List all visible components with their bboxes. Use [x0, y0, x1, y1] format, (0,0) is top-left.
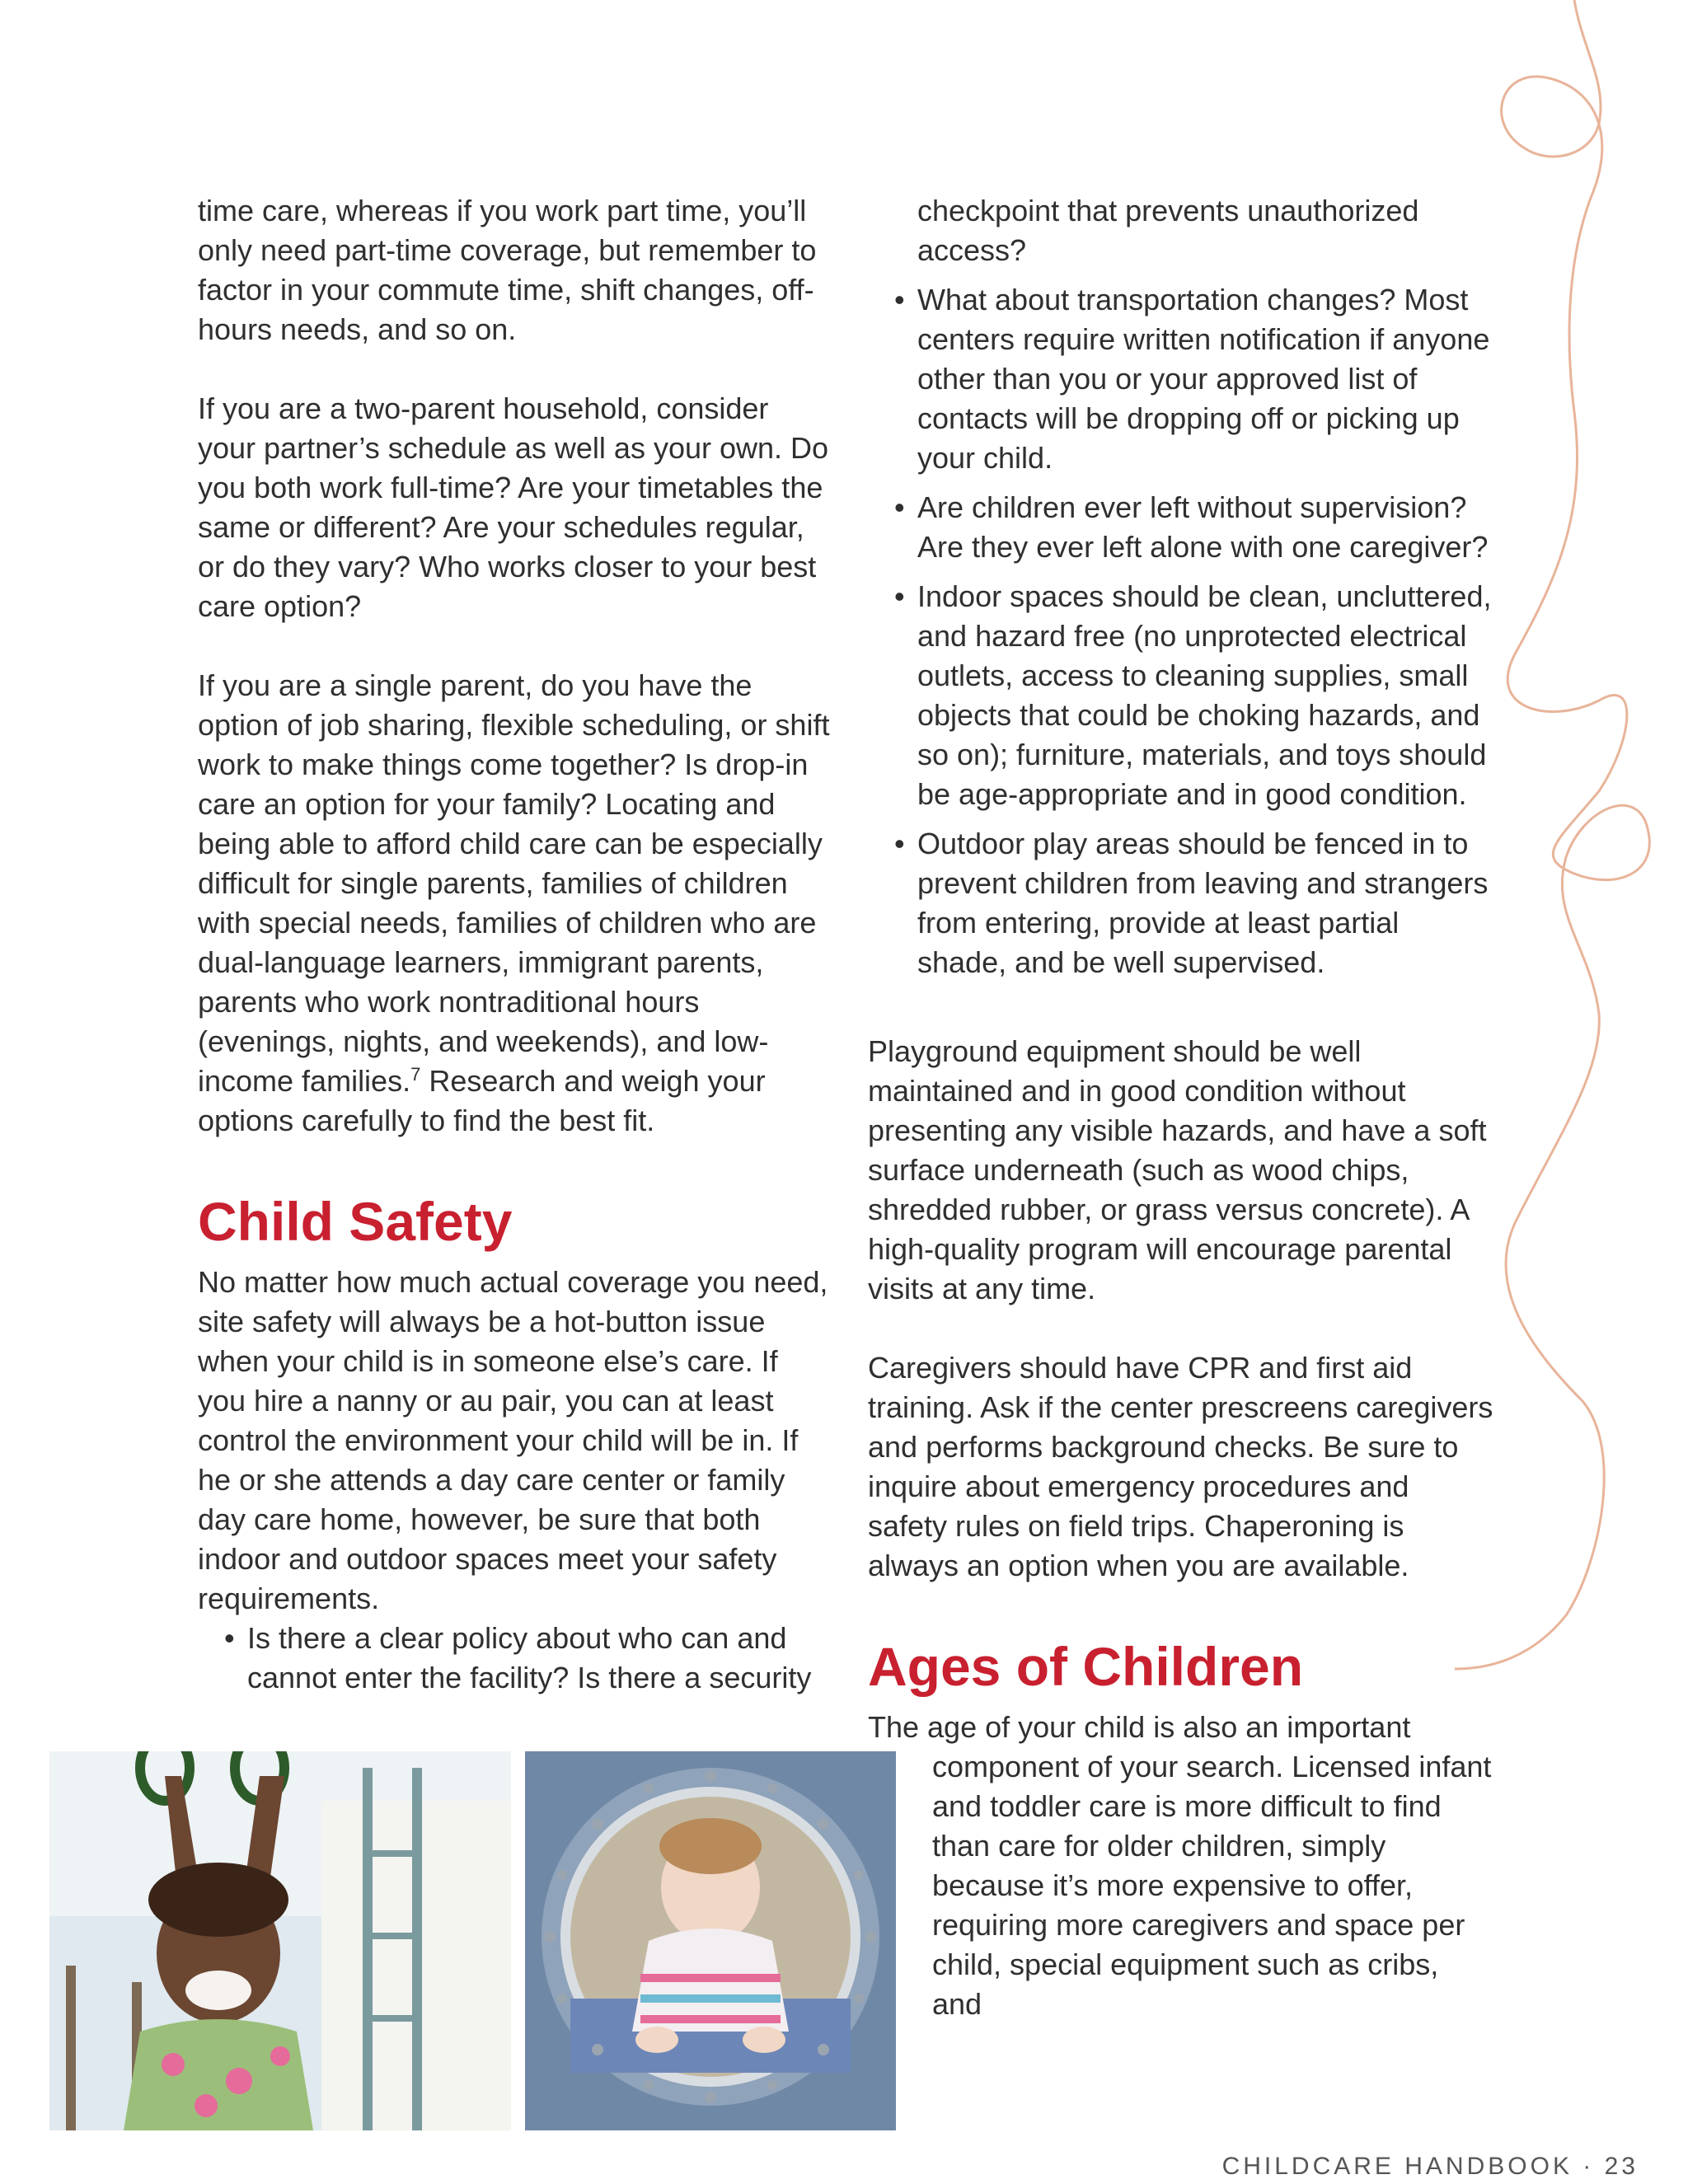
bullet-text: Indoor spaces should be clean, uncluttered, and hazard free (no unprotected electrical outlets, access to cleaning supplies, small objects that could be choking hazards, and so on); furniture, materials, and toys should be age-appropriate and in good condition. [917, 579, 1492, 811]
bullet-text: Are children ever left without supervision? Are they ever left alone with one caregiver? [917, 490, 1489, 564]
bullet-dot-icon: • [894, 490, 905, 524]
paragraph-child-safety: No matter how much actual coverage you need, site safety will always be a hot-button issue when your child is in someone else’s care. If you hire a nanny or au pair, you can at least control the environment your child will be in. If he or she attends a day care center or family day care home, however, be sure that both indoor and outdoor spaces meet your safety requirements. [198, 1265, 828, 1615]
safety-bullets-left [198, 1619, 832, 1698]
footnote-ref: 7 [410, 1064, 421, 1085]
bullet-item [868, 824, 1494, 982]
paragraph-work-schedule: time care, whereas if you work part time, you’ll only need part-time coverage, but remember to factor in your commute time, shift changes, off-hours needs, and so on. [198, 194, 817, 346]
page-folio: CHILDCARE HANDBOOK · 23 [1221, 2153, 1639, 2180]
safety-bullets-right [868, 280, 1494, 982]
paragraph-single-parent [198, 666, 832, 1141]
right-column [868, 191, 1494, 2024]
bullet-item [868, 280, 1494, 478]
paragraph-two-parent: If you are a two-parent household, consider your partner’s schedule as well as your own. Do you both work full-time? Are your timetables the same or different? Are your schedules regular, or do they vary? Who works closer to your best care option? [198, 391, 829, 623]
bullet-dot-icon: • [894, 283, 905, 316]
photo-girl-on-rings [49, 1751, 511, 2130]
paragraph-playground: Playground equipment should be well maintained and in good condition without presenting any visible hazards, and have a soft surface underneath (such as wood chips, shredded rubber, or grass versus concrete). A high-quality program will encourage parental visits at any time. [868, 1034, 1487, 1305]
bullet-continuation: checkpoint that prevents unauthorized access? [917, 194, 1419, 267]
single-parent-tail: Research and weigh your options carefully to find the best fit. [198, 1064, 766, 1137]
paragraph-caregivers: Caregivers should have CPR and first aid training. Ask if the center prescreens caregivers and performs background checks. Be sure to inquire about emergency procedures and safety rules on field trips. Chaperoning is always an option when you are available. [868, 1351, 1493, 1582]
bullet-dot-icon: • [224, 1621, 235, 1655]
ages-rest: component of your search. Licensed infant and toddler care is more difficult to find than care for older children, simply because it’s more expensive to offer, requiring more caregivers and space per child, special equipment such as cribs, and [932, 1750, 1492, 2021]
heading-child-safety: Child Safety [198, 1191, 513, 1252]
bullet-item [868, 577, 1494, 814]
single-parent-text: If you are a single parent, do you have the option of job sharing, flexible scheduling, or shift work to make things come together? Is drop-in care an option for your family? Locating and being able to afford child care can be especially difficult for single parents, families of children with special needs, families of children who are dual-language learners, immigrant parents, parents who work nontraditional hours (evenings, nights, and weekends), and low-income families. [198, 668, 830, 1098]
bullet-item [198, 1619, 832, 1698]
bullet-dot-icon: • [894, 579, 905, 613]
bullet-dot-icon: • [894, 827, 905, 860]
paragraph-ages [868, 1708, 1494, 2024]
photo-toddler-in-porthole [525, 1751, 896, 2130]
bullet-text: Outdoor play areas should be fenced in to prevent children from leaving and strangers from entering, provide at least partial shade, and be well supervised. [917, 827, 1489, 979]
left-column [198, 191, 832, 1708]
bullet-text: What about transportation changes? Most centers require written notification if anyone other than you or your approved list of contacts will be dropping off or picking up your child. [917, 283, 1490, 475]
ages-first-line: The age of your child is also an important [868, 1710, 1411, 1744]
bullet-item [868, 488, 1494, 567]
heading-ages-of-children: Ages of Children [868, 1636, 1304, 1697]
bullet-text: Is there a clear policy about who can and cannot enter the facility? Is there a security [247, 1621, 812, 1694]
